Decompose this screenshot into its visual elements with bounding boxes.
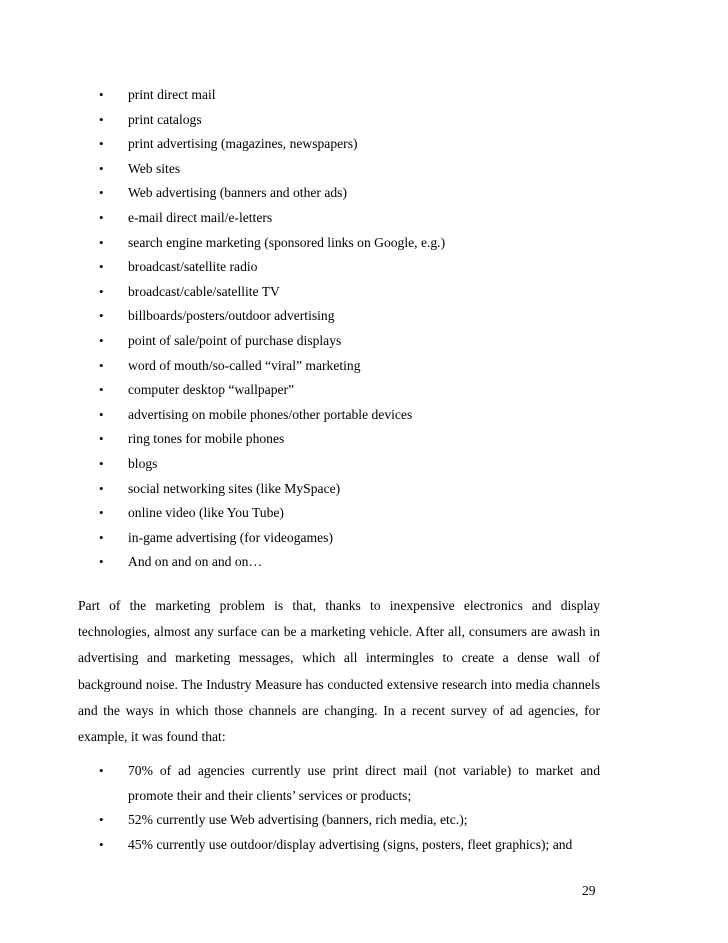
list-item <box>96 759 600 808</box>
list-item-text: broadcast/cable/satellite TV <box>128 283 280 299</box>
list-item-text: search engine marketing (sponsored links on Google, e.g.) <box>128 234 446 250</box>
bullet-icon: • <box>99 209 104 225</box>
list-item <box>96 357 616 382</box>
list-item-text: in-game advertising (for videogames) <box>128 529 333 545</box>
list-item-text: point of sale/point of purchase displays <box>128 332 342 348</box>
list-item-text: online video (like You Tube) <box>128 505 284 521</box>
list-item <box>96 808 600 833</box>
list-item-text: And on and on and on… <box>128 554 263 570</box>
list-item <box>96 283 616 308</box>
list-item-text: e-mail direct mail/e-letters <box>128 209 273 225</box>
list-item-text: billboards/posters/outdoor advertising <box>128 308 335 324</box>
list-item <box>96 209 616 234</box>
list-item-text: print advertising (magazines, newspapers) <box>128 136 358 152</box>
list-item-text: advertising on mobile phones/other portable devices <box>128 406 413 422</box>
page-number: 29 <box>582 883 596 898</box>
bullet-icon: • <box>99 185 104 201</box>
list-item <box>96 86 616 111</box>
bullet-icon: • <box>99 308 104 324</box>
list-item-text: Web advertising (banners and other ads) <box>128 185 347 201</box>
body-paragraph: Part of the marketing problem is that, thanks to inexpensive electronics and display technologies, almost any surface can be a marketing vehicle. After all, consumers are awash in advertising and marketing messages, which all intermingles to create a dense wall of background noise. The Industry Measure has conducted extensive research into media channels and the ways in which those channels are changing. In a recent survey of ad agencies, for example, it was found that: <box>78 598 600 745</box>
bullet-icon: • <box>99 480 104 496</box>
bullet-icon: • <box>99 836 104 852</box>
list-item <box>96 504 616 529</box>
list-item-text: Web sites <box>128 160 181 176</box>
bullet-icon: • <box>99 763 104 778</box>
list-item <box>96 406 616 431</box>
bullet-icon: • <box>99 812 104 827</box>
list-item <box>96 111 616 136</box>
bullet-icon: • <box>99 332 104 348</box>
list-item <box>96 234 616 259</box>
list-item <box>96 135 616 160</box>
list-item-text: print direct mail <box>128 87 216 102</box>
bullet-icon: • <box>99 111 104 127</box>
media-channels-list <box>96 86 616 578</box>
list-item <box>96 553 616 578</box>
list-item-text: ring tones for mobile phones <box>128 431 285 447</box>
list-item-text: 70% of ad agencies currently use print direct mail (not variable) to market and promote their and their clients’ services or products; <box>128 763 600 803</box>
list-item <box>96 455 616 480</box>
bullet-icon: • <box>99 529 104 545</box>
bullet-icon: • <box>99 554 104 570</box>
list-item <box>96 529 616 554</box>
survey-results-list <box>96 759 600 857</box>
bullet-icon: • <box>99 406 104 422</box>
list-item-text: 52% currently use Web advertising (banners, rich media, etc.); <box>128 812 468 827</box>
list-item <box>96 258 616 283</box>
list-item <box>96 307 616 332</box>
bullet-icon: • <box>99 283 104 299</box>
list-item-text: 45% currently use outdoor/display advertising (signs, posters, fleet graphics); and <box>128 836 573 852</box>
bullet-icon: • <box>99 505 104 521</box>
bullet-icon: • <box>99 160 104 176</box>
list-item <box>96 184 616 209</box>
list-item-text: broadcast/satellite radio <box>128 259 258 275</box>
list-item-text: social networking sites (like MySpace) <box>128 480 341 496</box>
list-item <box>96 332 616 357</box>
bullet-icon: • <box>99 357 104 373</box>
list-item <box>96 480 616 505</box>
bullet-icon: • <box>99 136 104 152</box>
bullet-icon: • <box>99 431 104 447</box>
bullet-icon: • <box>99 259 104 275</box>
list-item <box>96 381 616 406</box>
list-item-text: computer desktop “wallpaper” <box>128 382 295 398</box>
bullet-icon: • <box>99 87 104 102</box>
bullet-icon: • <box>99 455 104 471</box>
bullet-icon: • <box>99 382 104 398</box>
list-item <box>96 160 616 185</box>
list-item <box>96 833 600 858</box>
bullet-icon: • <box>99 234 104 250</box>
list-item-text: blogs <box>128 455 158 471</box>
list-item <box>96 430 616 455</box>
list-item-text: print catalogs <box>128 111 202 127</box>
list-item-text: word of mouth/so-called “viral” marketing <box>128 357 361 373</box>
